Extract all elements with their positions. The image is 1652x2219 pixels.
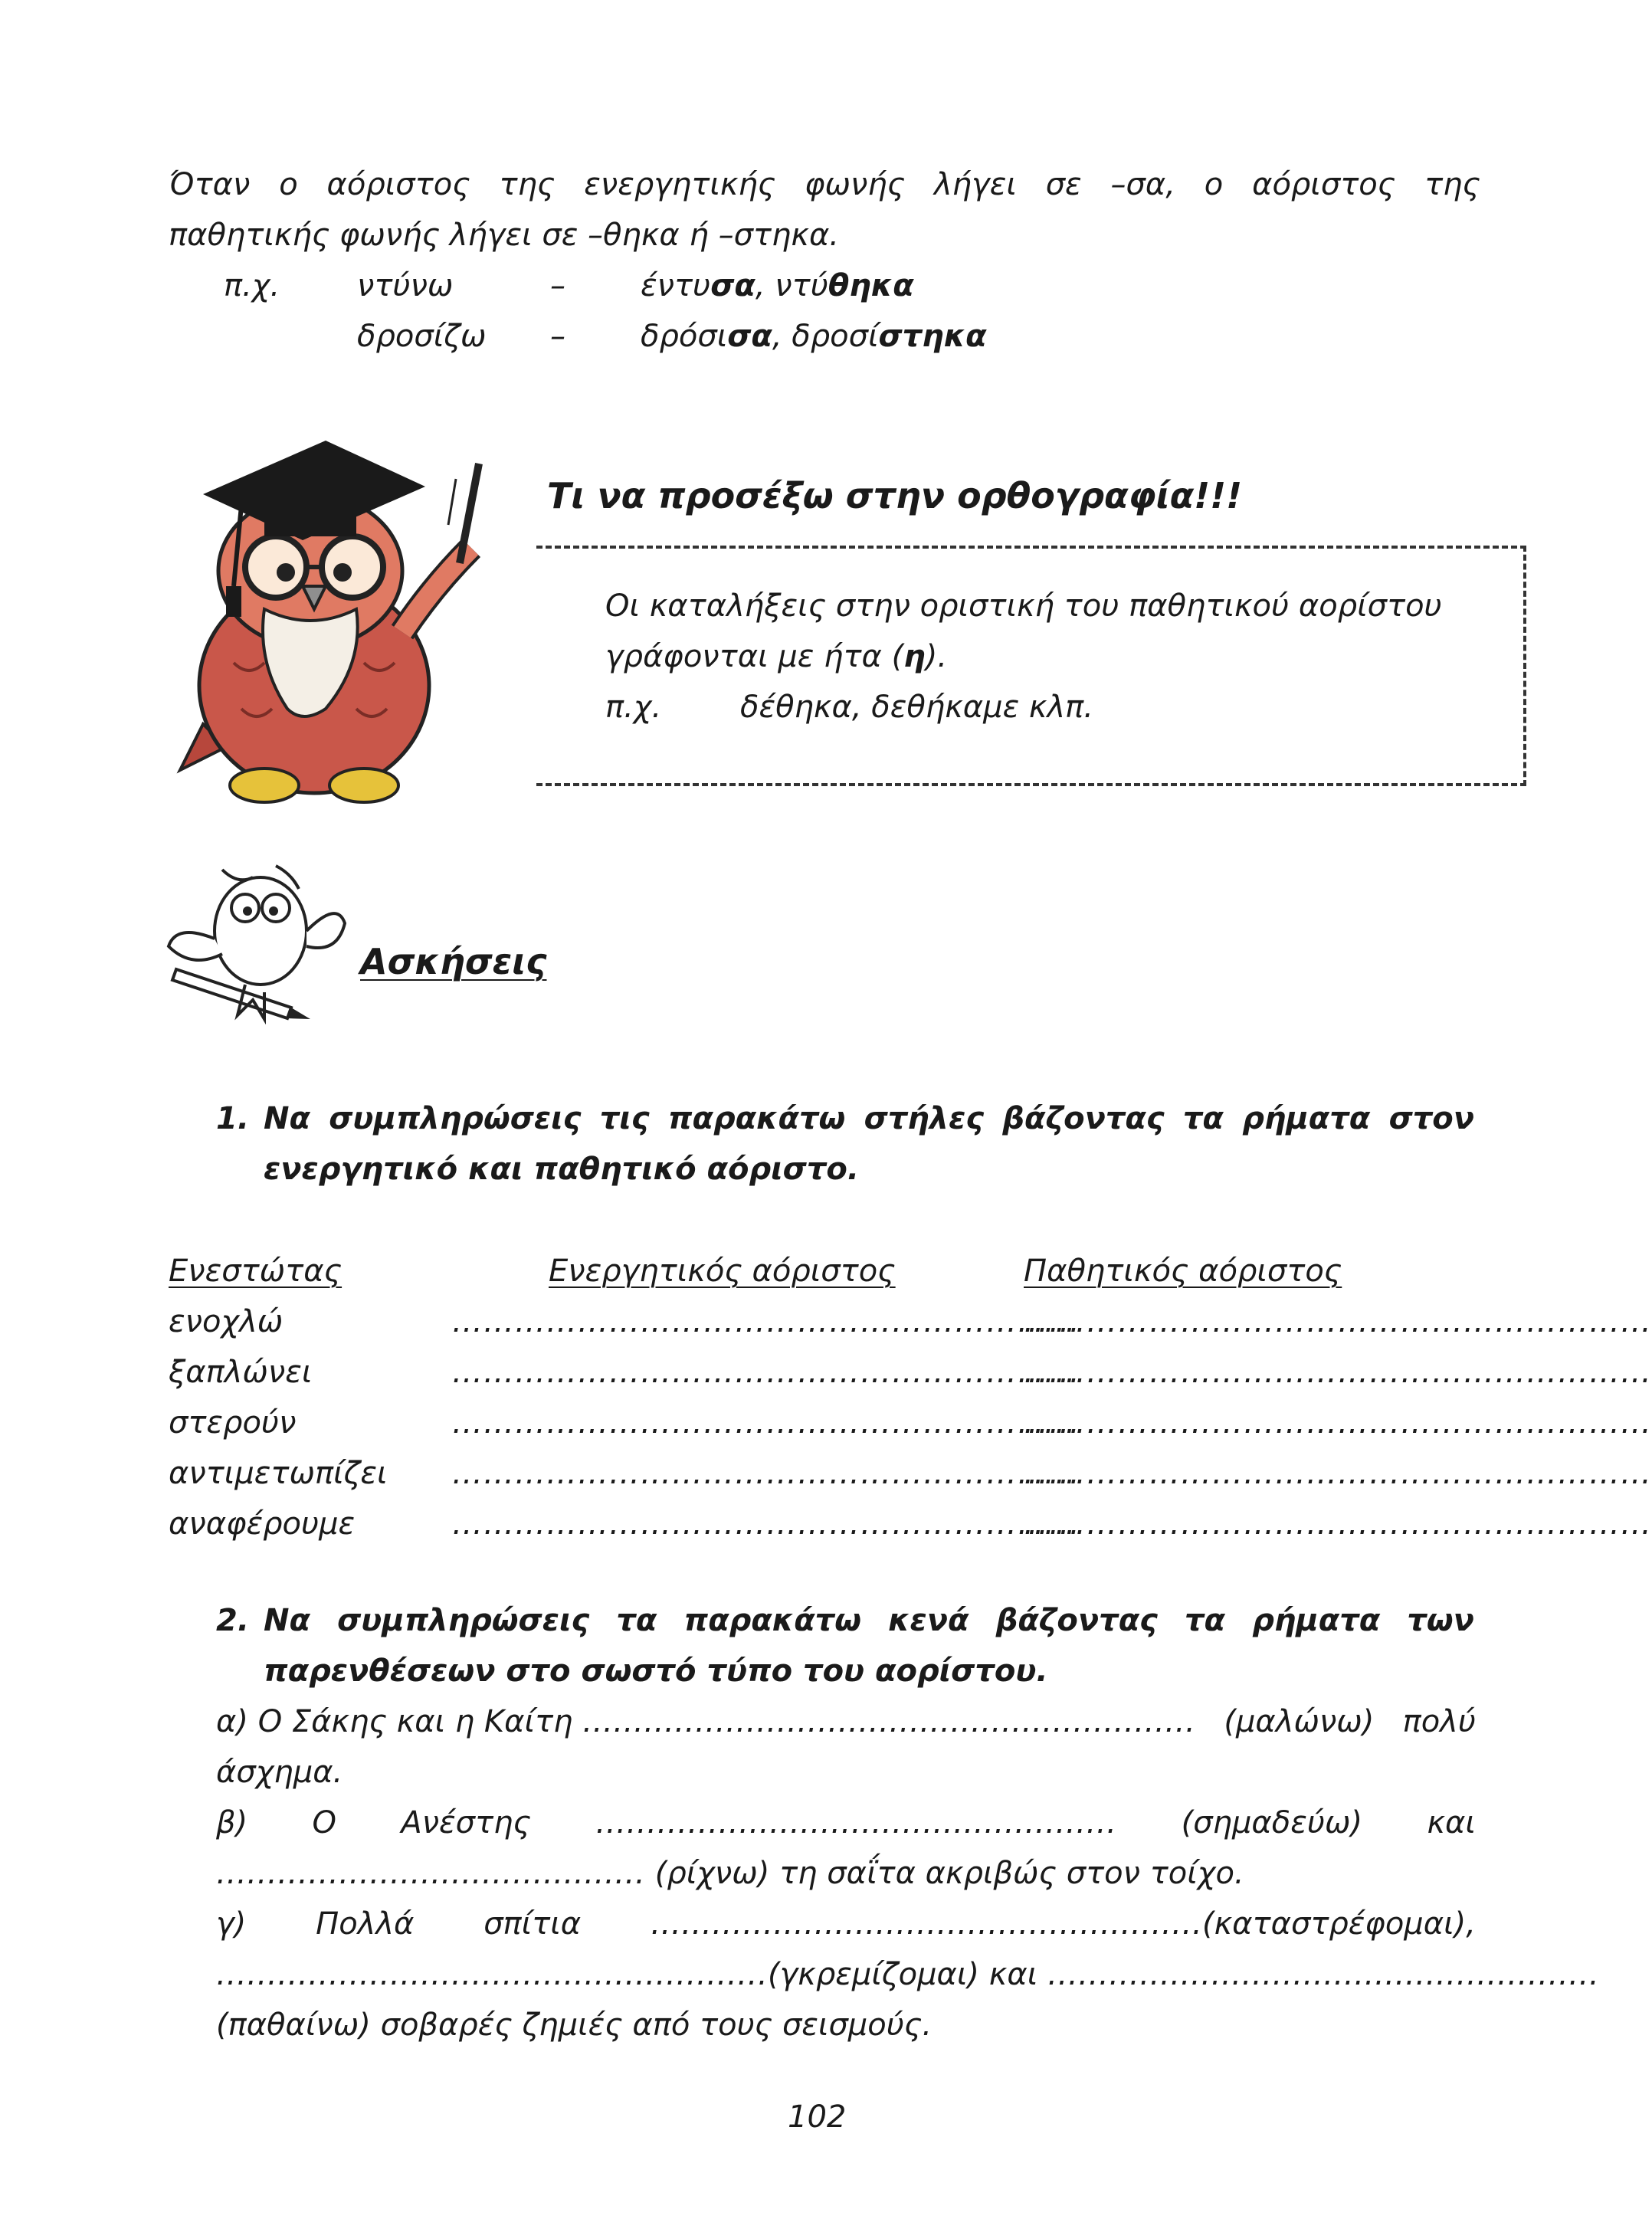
ex2-c-line-1-parts	[216, 1906, 1476, 1942]
tip-example-text: δέθηκα, δεθήκαμε κλπ.	[740, 690, 1093, 725]
ex1-line-1-words	[264, 1101, 1474, 1136]
ex2-word-part: τα	[616, 1603, 657, 1638]
owl-pencil-icon	[161, 854, 345, 1031]
ex2-a-part: α) Ο Σάκης και η Καίτη ……………………………………………………	[216, 1704, 1196, 1739]
example-2-stem: δρόσι	[641, 319, 728, 354]
intro-word-part: σε	[1045, 167, 1082, 202]
active-aorist-blank[interactable]: ……………………………………………………	[452, 1405, 1080, 1441]
ex2-c-line-3: (παθαίνω) σοβαρές ζημιές από τους σεισμούς.	[216, 2008, 933, 2043]
ex2-b-line-1	[216, 1805, 1476, 1840]
page-number: 102	[788, 2099, 847, 2135]
ex2-a-line-2: άσχημα.	[216, 1755, 343, 1790]
col-header-active-aorist: Ενεργητικός αόριστος	[549, 1254, 896, 1289]
ex1-word-part: τις	[599, 1101, 650, 1136]
passive-aorist-blank[interactable]: ……………………………………………………	[1024, 1405, 1652, 1441]
ex2-word-part: βάζοντας	[995, 1603, 1158, 1638]
tip-eta-letter: η	[903, 639, 926, 674]
ex1-number: 1.	[216, 1101, 250, 1136]
intro-word-part: της	[499, 167, 556, 202]
verb-present: αναφέρουμε	[169, 1506, 356, 1542]
owl-professor-illustration	[172, 433, 533, 808]
ex2-word-part: συμπληρώσεις	[337, 1603, 590, 1638]
verb-present: στερούν	[169, 1405, 297, 1441]
ex2-b-line-1-parts	[216, 1805, 1476, 1840]
intro-word-part: ενεργητικής	[584, 167, 776, 202]
example-2-present: δροσίζω	[357, 319, 487, 354]
passive-aorist-blank[interactable]: ……………………………………………………	[1024, 1506, 1652, 1542]
intro-word-part: Όταν	[169, 167, 251, 202]
example-1-stem: έντυ	[641, 268, 711, 303]
passive-aorist-blank[interactable]: ……………………………………………………	[1024, 1456, 1652, 1491]
example-2-ending-active: σα	[727, 319, 772, 354]
tip-line-2-text: γράφονται με ήτα (	[605, 639, 904, 674]
intro-word-part: –σα,	[1110, 167, 1175, 202]
col-header-passive-aorist: Παθητικός αόριστος	[1024, 1254, 1342, 1289]
ex2-c-line-2: ………………………………………………(γκρεμίζομαι) και ………………………………………………	[216, 1957, 1599, 1992]
ex2-c-part: σπίτια	[483, 1906, 582, 1942]
tip-line-2-end: ).	[925, 639, 948, 674]
intro-word-part: αόριστος	[1252, 167, 1396, 202]
ex1-line-1	[264, 1101, 1474, 1136]
example-2-ending-passive: στηκα	[878, 319, 987, 354]
ex2-a-part: πολύ	[1402, 1704, 1476, 1739]
example-1-present: ντύνω	[357, 268, 454, 303]
ex2-word-part: Να	[264, 1603, 310, 1638]
ex1-word-part: τα	[1182, 1101, 1224, 1136]
ex2-a-line-1-parts	[216, 1704, 1476, 1739]
passive-aorist-blank[interactable]: ……………………………………………………	[1024, 1355, 1652, 1390]
example-2-forms	[641, 319, 987, 354]
ex2-b-part: Ο	[312, 1805, 336, 1840]
ex2-line-2: παρενθέσεων στο σωστό τύπο του αορίστου.	[264, 1654, 1048, 1689]
ex1-word-part: συμπληρώσεις	[329, 1101, 582, 1136]
intro-word-part: ο	[279, 167, 298, 202]
active-aorist-blank[interactable]: ……………………………………………………	[452, 1304, 1080, 1339]
ex2-number: 2.	[216, 1603, 250, 1638]
verb-present: ενοχλώ	[169, 1304, 284, 1339]
intro-line-2: παθητικής φωνής λήγει σε –θηκα ή –στηκα.	[169, 218, 840, 253]
ex1-word-part: στον	[1388, 1101, 1474, 1136]
exercises-heading: Ασκήσεις	[360, 941, 547, 982]
ex2-b-part: (σημαδεύω)	[1181, 1805, 1363, 1840]
ex2-word-part: των	[1407, 1603, 1474, 1638]
active-aorist-blank[interactable]: ……………………………………………………	[452, 1456, 1080, 1491]
ex1-word-part: παρακάτω	[667, 1101, 846, 1136]
ex2-c-line-1	[216, 1906, 1476, 1942]
ex1-word-part: βάζοντας	[1002, 1101, 1165, 1136]
passive-aorist-blank[interactable]: ……………………………………………………	[1024, 1304, 1652, 1339]
example-1-forms	[641, 268, 914, 303]
intro-word-part: αόριστος	[326, 167, 470, 202]
ex2-b-part: και	[1427, 1805, 1476, 1840]
example-label: π.χ.	[224, 268, 280, 303]
ex2-b-line-2: …………………………………… (ρίχνω) τη σαΐτα ακριβώς στον τοίχο.	[216, 1856, 1244, 1891]
ex2-a-part: (μαλώνω)	[1224, 1704, 1375, 1739]
intro-word-part: λήγει	[934, 167, 1017, 202]
intro-line-1	[169, 167, 1480, 202]
example-2-stem-2: , δροσί	[772, 319, 879, 354]
intro-line-1-words	[169, 167, 1480, 202]
ex1-line-2: ενεργητικό και παθητικό αόριστο.	[264, 1152, 860, 1187]
ex2-word-part: παρακάτω	[683, 1603, 861, 1638]
ex1-word-part: στήλες	[864, 1101, 985, 1136]
intro-word-part: της	[1424, 167, 1480, 202]
active-aorist-blank[interactable]: ……………………………………………………	[452, 1506, 1080, 1542]
ex2-line-1	[264, 1603, 1474, 1638]
ex2-b-part: ……………………………………………	[595, 1805, 1117, 1840]
ex2-word-part: ρήματα	[1252, 1603, 1381, 1638]
ex2-line-1-words	[264, 1603, 1474, 1638]
example-1-ending-passive: θηκα	[828, 268, 914, 303]
verb-present: ξαπλώνει	[169, 1355, 313, 1390]
example-2-dash: –	[550, 319, 565, 354]
active-aorist-blank[interactable]: ……………………………………………………	[452, 1355, 1080, 1390]
ex2-b-part: Ανέστης	[401, 1805, 531, 1840]
tip-example-label: π.χ.	[605, 690, 662, 725]
tip-heading: Τι να προσέξω στην ορθογραφία!!!	[547, 475, 1243, 516]
ex2-word-part: κενά	[888, 1603, 969, 1638]
ex2-b-part: β)	[216, 1805, 248, 1840]
ex2-a-line-1	[216, 1704, 1476, 1739]
intro-word-part: φωνής	[805, 167, 906, 202]
ex1-word-part: ρήματα	[1242, 1101, 1371, 1136]
example-1-stem-2: , ντύ	[755, 268, 828, 303]
ex2-c-part: ………………………………………………(καταστρέφομαι),	[650, 1906, 1476, 1942]
ex2-c-part: Πολλά	[316, 1906, 415, 1942]
ex1-word-part: Να	[264, 1101, 310, 1136]
tip-line-2	[605, 639, 947, 674]
example-1-dash: –	[550, 268, 565, 303]
verb-present: αντιμετωπίζει	[169, 1456, 388, 1491]
example-1-ending-active: σα	[710, 268, 756, 303]
intro-word-part: ο	[1204, 167, 1224, 202]
tip-line-1: Οι καταλήξεις στην οριστική του παθητικού αορίστου	[605, 588, 1442, 624]
ex2-word-part: τα	[1185, 1603, 1226, 1638]
col-header-present: Ενεστώτας	[169, 1254, 343, 1289]
ex2-c-part: γ)	[216, 1906, 247, 1942]
